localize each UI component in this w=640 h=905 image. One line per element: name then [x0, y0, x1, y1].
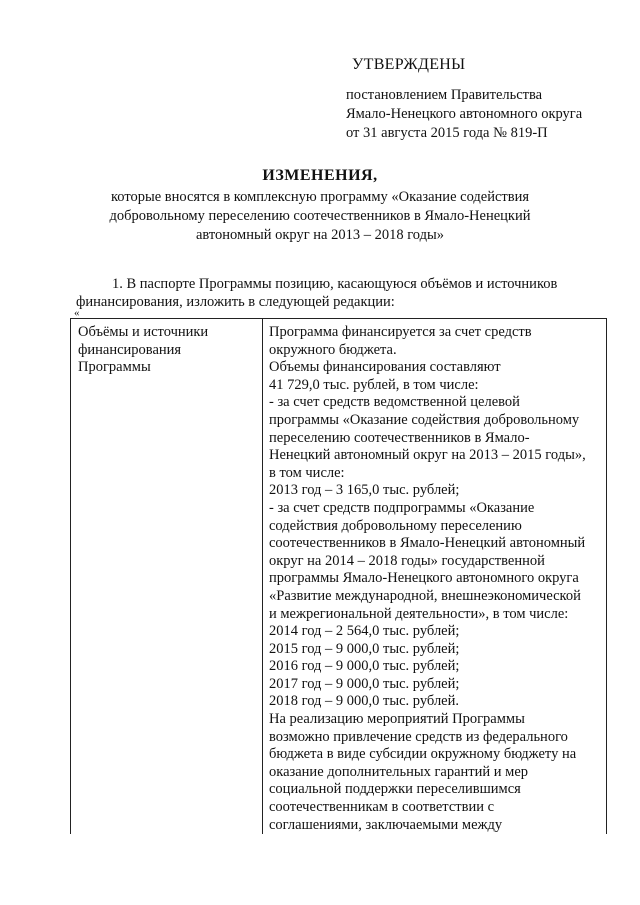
document-subtitle — [60, 188, 580, 245]
table-row — [71, 319, 607, 835]
subtitle-line: автономный округ на 2013 – 2018 годы» — [195, 227, 445, 243]
value-line: программы «Оказание содействия добровольному — [269, 411, 580, 428]
value-line: 2018 год – 9 000,0 тыс. рублей. — [269, 693, 460, 710]
value-line: На реализацию мероприятий Программы — [269, 711, 525, 728]
passport-table — [70, 318, 607, 834]
value-line: соотечественникам в соответствии с — [269, 799, 495, 816]
value-line: 2016 год – 9 000,0 тыс. рублей; — [269, 658, 460, 675]
approval-line: постановлением Правительства — [346, 87, 543, 103]
value-line: и межрегиональной деятельности», в том числе: — [269, 605, 569, 622]
value-line: 2015 год – 9 000,0 тыс. рублей; — [269, 640, 460, 657]
value-line: 2013 год – 3 165,0 тыс. рублей; — [269, 482, 460, 499]
value-line: социальной поддержки переселившимся — [269, 781, 521, 798]
label-line: Программы — [78, 359, 151, 376]
approval-line: от 31 августа 2015 года № 819-П — [346, 125, 548, 141]
value-line: оказание дополнительных гарантий и мер — [269, 763, 529, 780]
opening-quote-mark: « — [74, 307, 80, 319]
approval-line: Ямало-Ненецкого автономного округа — [346, 106, 583, 122]
value-cell — [263, 319, 607, 835]
value-line: «Развитие международной, внешнеэкономической — [269, 587, 581, 604]
label-line: Объёмы и источники — [78, 324, 209, 340]
value-line: - за счет средств подпрограммы «Оказание — [269, 499, 535, 516]
amendment-paragraph — [76, 275, 606, 311]
approved-heading: УТВЕРЖДЕНЫ — [352, 56, 466, 73]
value-line: Объемы финансирования составляют — [269, 359, 501, 376]
value-line: Ненецкий автономный округ на 2013 – 2015 годы», — [269, 447, 586, 464]
value-line: переселению соотечественников в Ямало- — [269, 429, 530, 446]
subtitle-line: которые вносятся в комплексную программу «Оказание содействия — [110, 189, 530, 205]
value-line: окружного бюджета. — [269, 341, 397, 358]
value-line: соглашениями, заключаемыми между — [269, 816, 503, 833]
value-line: в том числе: — [269, 464, 345, 481]
paragraph-line: 1. В паспорте Программы позицию, касающуюся объёмов и источников — [112, 276, 558, 292]
value-line: программы Ямало-Ненецкого автономного округа — [269, 570, 579, 587]
subtitle-line: добровольному переселению соотечественников в Ямало-Ненецкий — [109, 208, 531, 224]
approval-reference — [346, 86, 582, 143]
label-cell — [71, 319, 263, 835]
label-line: финансирования — [78, 341, 182, 358]
value-line: - за счет средств ведомственной целевой — [269, 394, 520, 411]
value-line: 2014 год – 2 564,0 тыс. рублей; — [269, 623, 460, 640]
value-line: содействия добровольному переселению — [269, 517, 522, 534]
value-line: Программа финансируется за счет средств — [269, 324, 532, 340]
document-title: ИЗМЕНЕНИЯ, — [262, 167, 378, 184]
value-line: округ на 2014 – 2018 годы» государственной — [269, 552, 545, 569]
value-line: 2017 год – 9 000,0 тыс. рублей; — [269, 675, 460, 692]
value-line: возможно привлечение средств из федерального — [269, 728, 568, 745]
value-line: соотечественников в Ямало-Ненецкий автономный — [269, 535, 586, 552]
value-cell-text — [263, 319, 606, 834]
paragraph-line: финансирования, изложить в следующей редакции: — [76, 294, 395, 310]
value-line: 41 729,0 тыс. рублей, в том числе: — [269, 376, 479, 393]
value-line: бюджета в виде субсидии окружному бюджету на — [269, 746, 577, 763]
label-cell-text — [71, 319, 262, 377]
